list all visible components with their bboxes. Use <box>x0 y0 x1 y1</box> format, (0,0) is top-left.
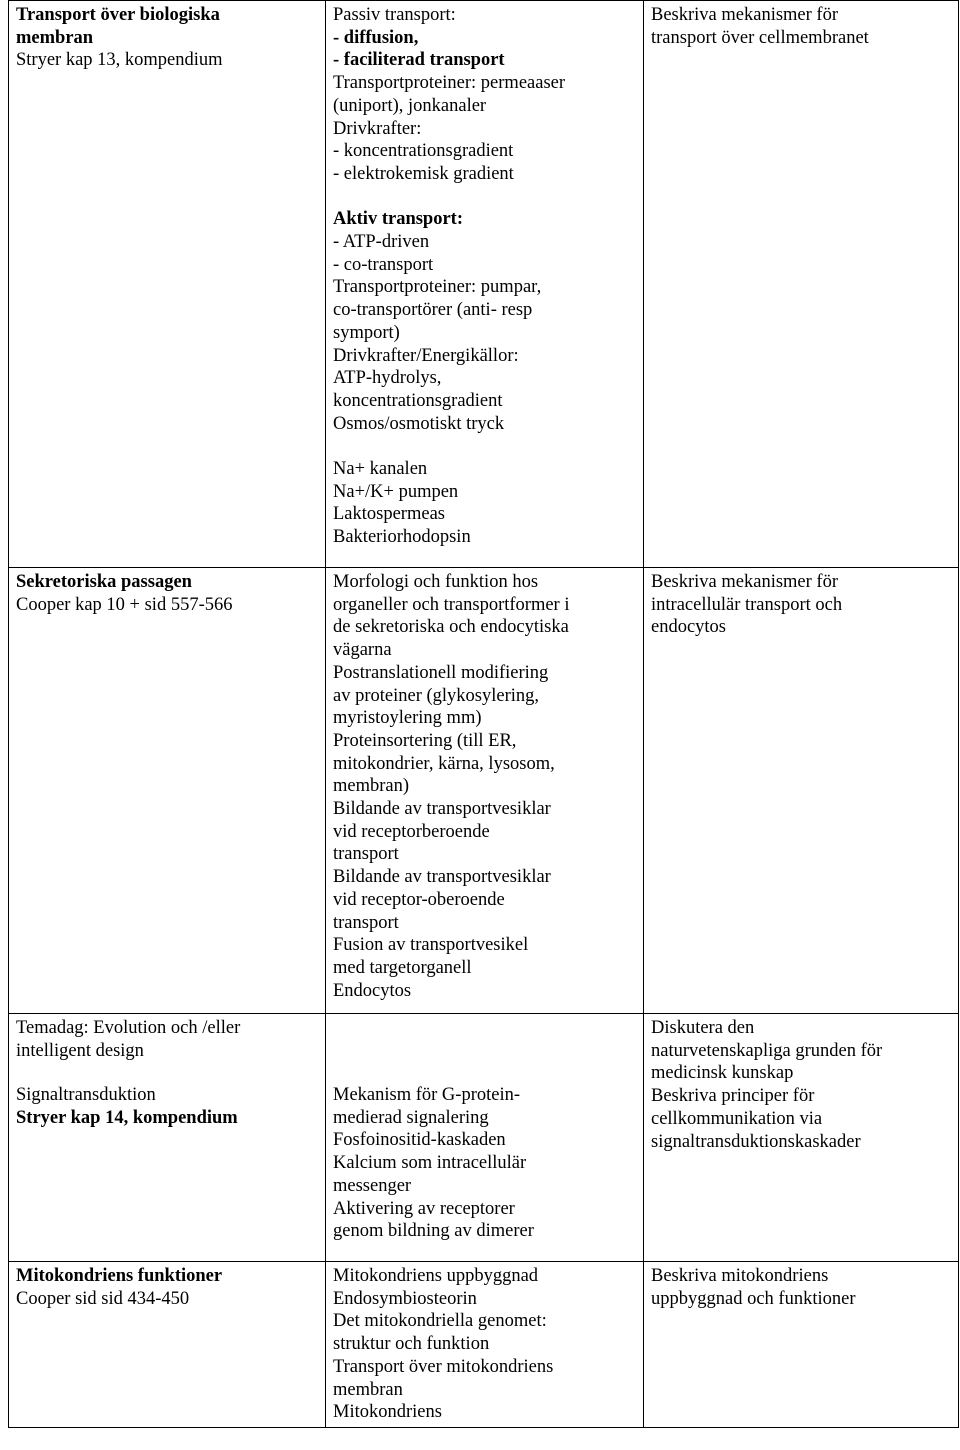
content-line: messenger <box>333 1175 412 1196</box>
table-row <box>9 1262 959 1428</box>
spacer <box>16 1062 318 1084</box>
spacer <box>333 435 636 458</box>
content-line: vägarna <box>333 640 392 661</box>
content-line: - diffusion, <box>333 27 419 48</box>
content-line: de sekretoriska och endocytiska <box>333 617 569 638</box>
content-line: Transportproteiner: pumpar, <box>333 277 542 298</box>
topic-cell <box>9 1262 326 1428</box>
topic-source: Stryer kap 14, kompendium <box>16 1108 238 1129</box>
goal-line: signaltransduktionskaskader <box>651 1131 861 1152</box>
content-line: Kalcium som intracellulär <box>333 1153 527 1174</box>
content-line: Mitokondriens <box>333 1402 442 1423</box>
goal-line: endocytos <box>651 617 727 638</box>
content-line: vid receptorberoende <box>333 821 490 842</box>
content-cell <box>326 1 644 568</box>
theme-day-label: Temadag: Evolution och /eller <box>16 1018 241 1038</box>
topic-source: Cooper sid sid 434-450 <box>16 1288 190 1309</box>
content-line: transport <box>333 912 399 933</box>
topic-title: Sekretoriska passagen <box>16 572 192 592</box>
table-row <box>9 1 959 568</box>
goal-line: Beskriva mekanismer för <box>651 5 838 25</box>
section-heading: Passiv transport: <box>333 5 456 25</box>
content-line: - ATP-driven <box>333 232 430 253</box>
content-line: Bildande av transportvesiklar <box>333 867 551 888</box>
content-line: Morfologi och funktion hos <box>333 572 539 592</box>
content-line: av proteiner (glykosylering, <box>333 685 540 706</box>
table-row <box>9 568 959 1014</box>
goal-line: intracellulär transport och <box>651 594 843 615</box>
content-line: struktur och funktion <box>333 1334 490 1355</box>
content-cell <box>326 1014 644 1262</box>
content-line: Proteinsortering (till ER, <box>333 730 517 751</box>
topic-source: Cooper kap 10 + sid 557-566 <box>16 594 233 615</box>
goal-line: Diskutera den <box>651 1018 755 1038</box>
content-line: Det mitokondriella genomet: <box>333 1311 547 1332</box>
content-line: Endosymbiosteorin <box>333 1288 477 1309</box>
content-line: transport <box>333 844 399 865</box>
content-line: Aktivering av receptorer <box>333 1198 515 1219</box>
topic-cell <box>9 1 326 568</box>
goal-cell <box>644 1 959 568</box>
content-line: genom bildning av dimerer <box>333 1221 534 1242</box>
spacer <box>333 186 636 209</box>
topic-source: Stryer kap 13, kompendium <box>16 50 223 71</box>
content-line: Endocytos <box>333 980 412 1001</box>
content-line: medierad signalering <box>333 1107 489 1128</box>
example-line: Na+/K+ pumpen <box>333 481 459 502</box>
topic-title: Transport över biologiska <box>16 5 220 25</box>
content-line: Mekanism för G-protein- <box>333 1085 521 1105</box>
content-line: Postranslationell modifiering <box>333 662 549 683</box>
content-line: mitokondrier, kärna, lysosom, <box>333 753 555 774</box>
goal-line: transport över cellmembranet <box>651 27 869 48</box>
content-line: Mitokondriens uppbyggnad <box>333 1266 539 1286</box>
example-line: Laktospermeas <box>333 504 445 525</box>
example-line: Na+ kanalen <box>333 459 428 480</box>
topic-cell <box>9 1014 326 1262</box>
content-line: Fosfoinositid-kaskaden <box>333 1130 506 1151</box>
content-line: Fusion av transportvesikel <box>333 935 529 956</box>
content-line: - co-transport <box>333 254 434 275</box>
content-line: - faciliterad transport <box>333 50 505 71</box>
content-cell <box>326 568 644 1014</box>
topic-title: Signaltransduktion <box>16 1085 156 1106</box>
syllabus-table <box>8 0 959 1428</box>
content-line: organeller och transportformer i <box>333 594 570 615</box>
content-line: med targetorganell <box>333 957 472 978</box>
topic-cell <box>9 568 326 1014</box>
goal-line: Beskriva mekanismer för <box>651 572 838 592</box>
content-line: membran) <box>333 776 410 797</box>
content-line: Drivkrafter/Energikällor: <box>333 345 519 366</box>
content-line: vid receptor-oberoende <box>333 889 505 910</box>
table-row <box>9 1014 959 1262</box>
content-line: Osmos/osmotiskt tryck <box>333 413 505 434</box>
goal-cell <box>644 1014 959 1262</box>
content-line: membran <box>333 1379 403 1400</box>
content-line: - elektrokemisk gradient <box>333 163 514 184</box>
content-line: - koncentrationsgradient <box>333 141 514 162</box>
example-line: Bakteriorhodopsin <box>333 527 471 548</box>
goal-line: uppbyggnad och funktioner <box>651 1288 856 1309</box>
content-line: myristoylering mm) <box>333 708 482 729</box>
content-line: Transportproteiner: permeaaser <box>333 73 566 94</box>
content-line: koncentrationsgradient <box>333 390 503 411</box>
content-line: (uniport), jonkanaler <box>333 95 487 116</box>
theme-day-label: intelligent design <box>16 1040 144 1061</box>
spacer <box>333 1017 636 1084</box>
content-line: Drivkrafter: <box>333 118 422 139</box>
content-line: Bildande av transportvesiklar <box>333 799 551 820</box>
goal-line: cellkommunikation via <box>651 1108 823 1129</box>
goal-cell <box>644 1262 959 1428</box>
section-heading: Aktiv transport: <box>333 209 464 230</box>
goal-line: medicinsk kunskap <box>651 1063 794 1084</box>
goal-cell <box>644 568 959 1014</box>
goal-line: Beskriva principer för <box>651 1086 815 1107</box>
content-line: symport) <box>333 322 400 343</box>
content-line: co-transportörer (anti- resp <box>333 300 533 321</box>
content-cell <box>326 1262 644 1428</box>
content-line: ATP-hydrolys, <box>333 368 442 389</box>
topic-title: membran <box>16 27 94 48</box>
topic-title: Mitokondriens funktioner <box>16 1266 223 1286</box>
content-line: Transport över mitokondriens <box>333 1356 554 1377</box>
goal-line: naturvetenskapliga grunden för <box>651 1040 883 1061</box>
goal-line: Beskriva mitokondriens <box>651 1266 829 1286</box>
